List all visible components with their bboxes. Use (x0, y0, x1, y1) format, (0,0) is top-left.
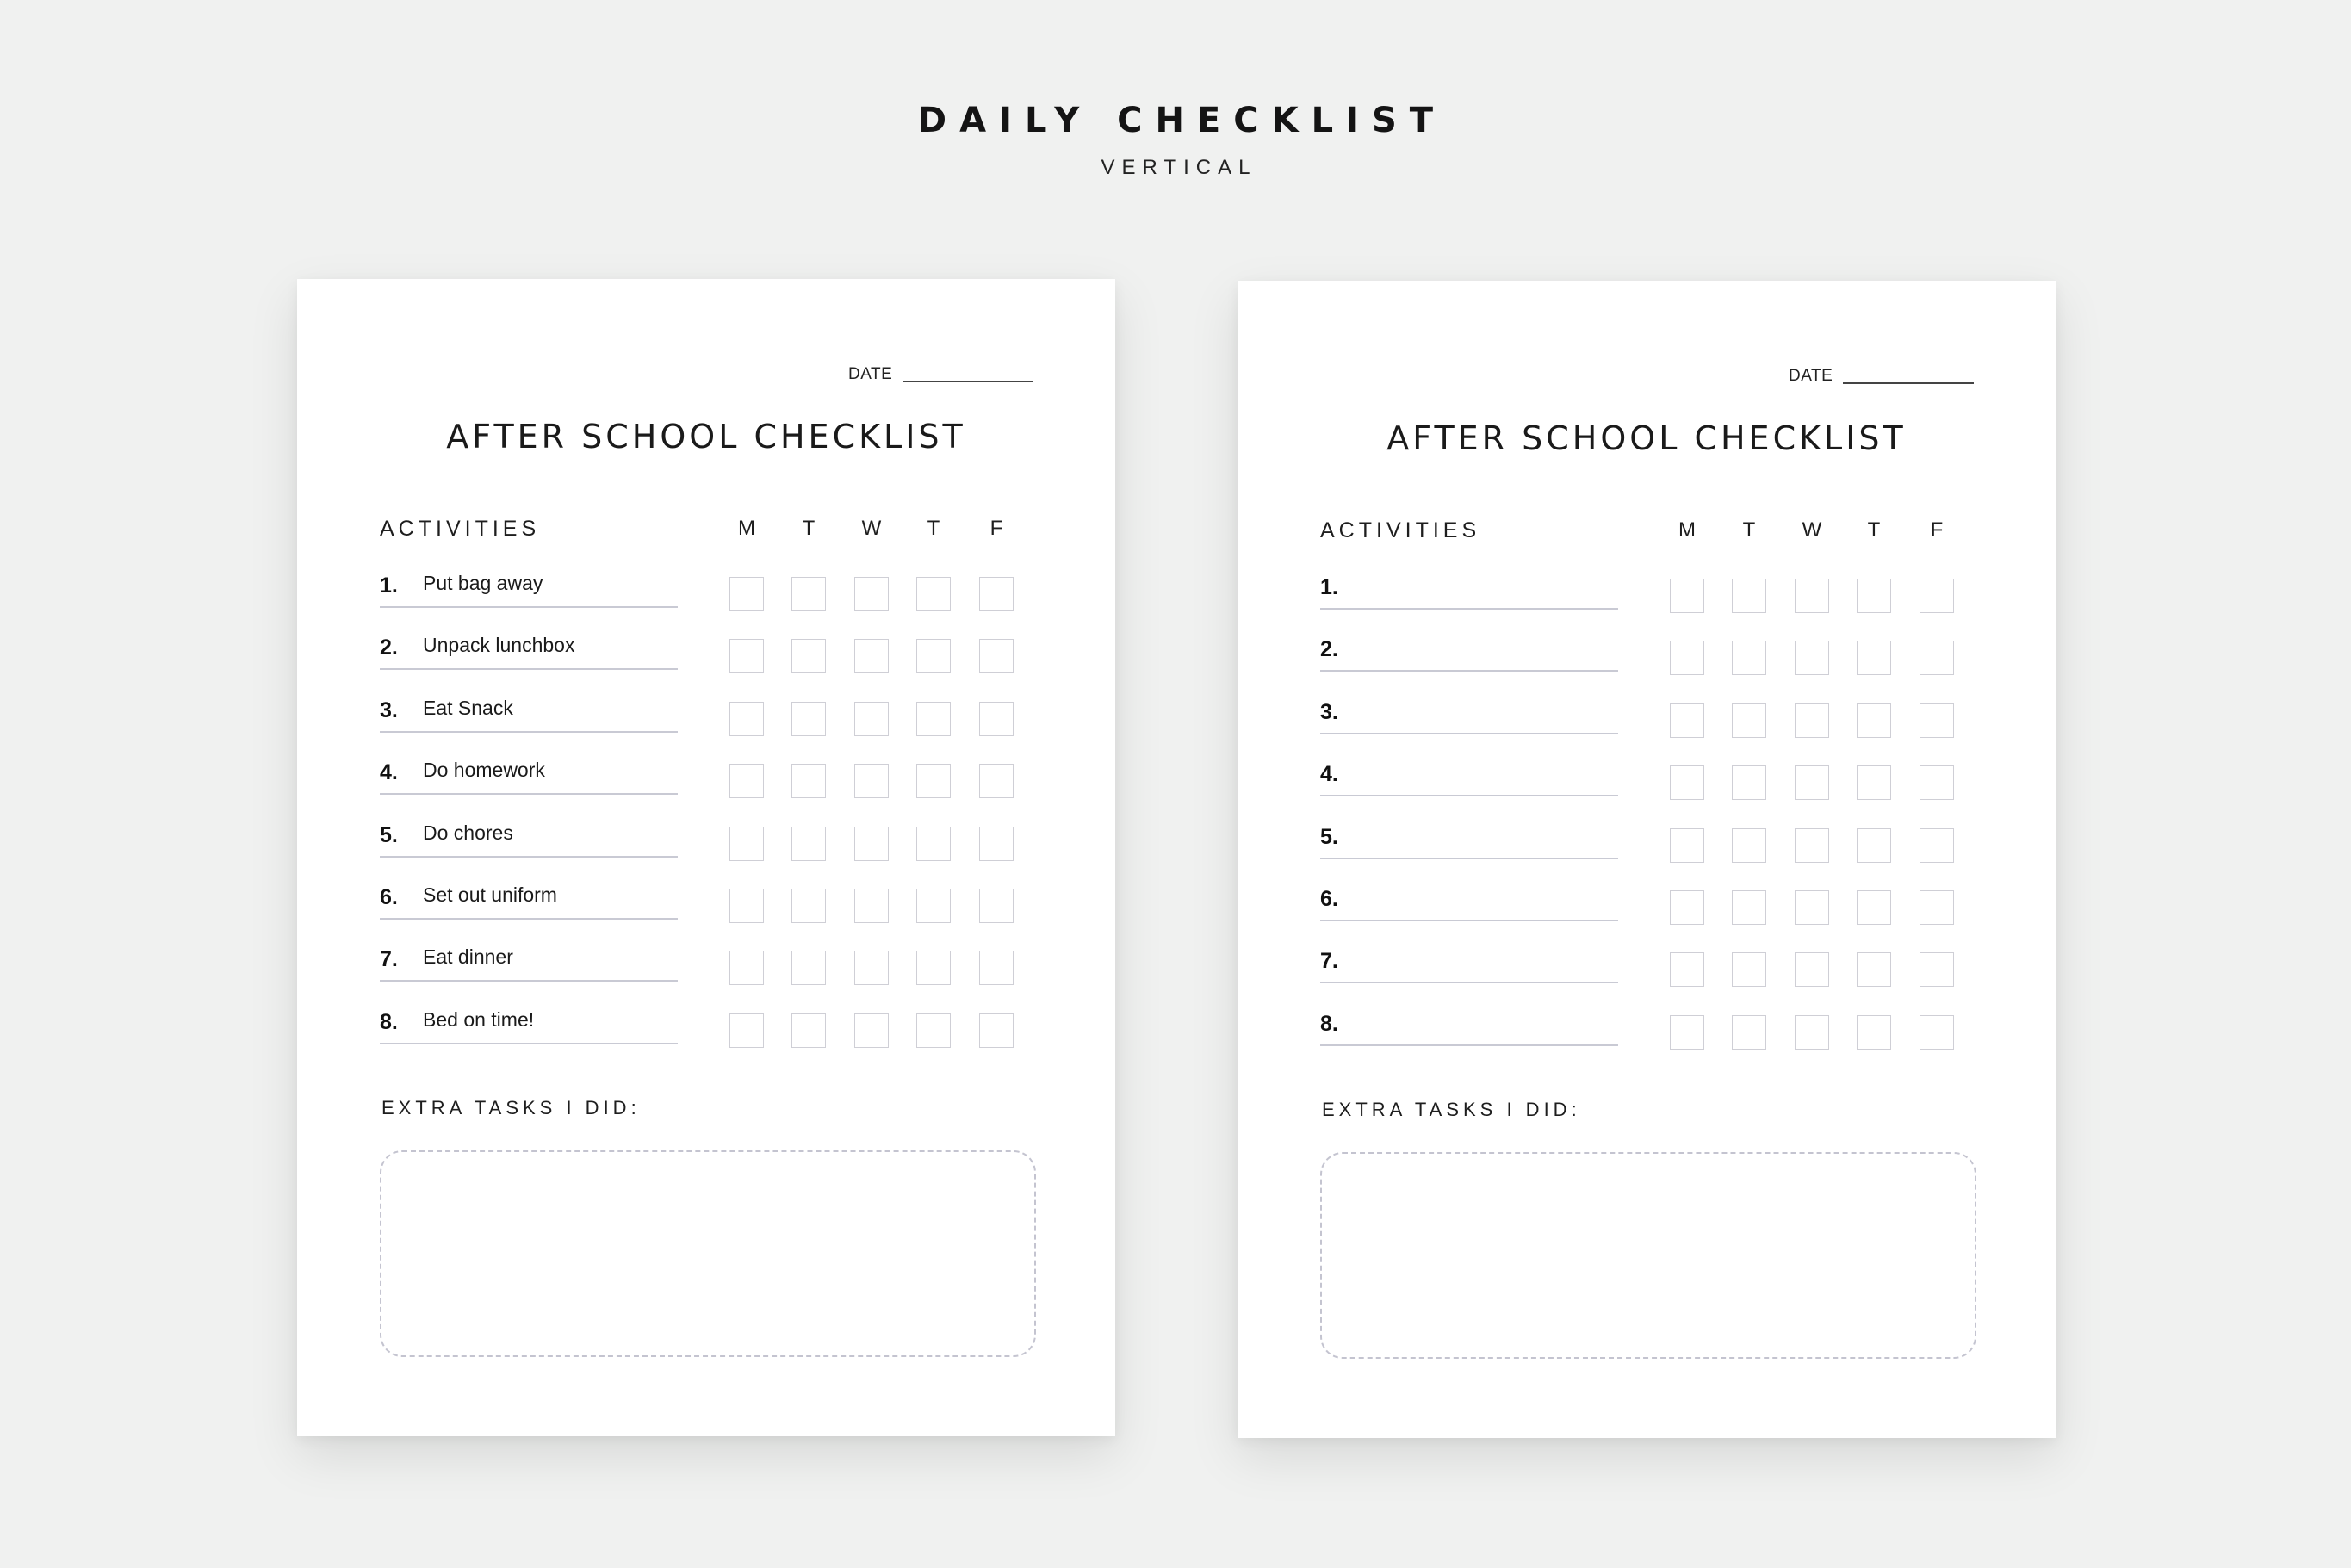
day-header: F (1930, 518, 1944, 542)
activity-number: 3. (380, 697, 398, 722)
date-label: DATE (1789, 367, 1833, 385)
day-checkbox[interactable] (854, 889, 889, 923)
day-checkbox[interactable] (916, 827, 951, 861)
activity-text[interactable]: Put bag away (423, 572, 543, 594)
day-checkbox[interactable] (1670, 828, 1704, 863)
date-label: DATE (848, 365, 893, 383)
day-checkbox[interactable] (1670, 952, 1704, 987)
activity-number: 4. (1320, 762, 1338, 787)
day-checkbox[interactable] (791, 702, 826, 736)
day-checkbox[interactable] (979, 577, 1014, 611)
day-checkbox[interactable] (979, 827, 1014, 861)
activity-line (380, 980, 678, 982)
header-title: DAILY CHECKLIST (917, 101, 1447, 140)
activity-number: 6. (1320, 887, 1338, 911)
day-checkbox[interactable] (854, 764, 889, 798)
activity-row (1320, 939, 1618, 1001)
extra-tasks-label: EXTRA TASKS I DID: (381, 1097, 641, 1119)
day-checkbox[interactable] (1795, 703, 1829, 738)
day-header: T (802, 517, 816, 540)
activity-row (1320, 690, 1618, 752)
day-header: W (861, 517, 882, 540)
checklist-title: AFTER SCHOOL CHECKLIST (446, 418, 966, 456)
activity-line (380, 731, 678, 733)
day-header: F (989, 517, 1003, 540)
date-field[interactable] (1789, 360, 1976, 386)
date-line (903, 381, 1033, 382)
day-checkbox[interactable] (1732, 641, 1766, 675)
header (0, 95, 2351, 181)
activity-row (1320, 877, 1618, 939)
day-checkbox[interactable] (916, 764, 951, 798)
day-checkbox[interactable] (1732, 890, 1766, 925)
day-checkbox[interactable] (729, 764, 764, 798)
day-checkbox[interactable] (1857, 765, 1891, 800)
date-line (1843, 382, 1974, 384)
day-checkbox[interactable] (1795, 828, 1829, 863)
activity-row (380, 563, 678, 625)
day-checkbox[interactable] (729, 951, 764, 985)
activity-row (1320, 752, 1618, 814)
day-checkbox[interactable] (979, 702, 1014, 736)
activities-header: ACTIVITIES (380, 517, 541, 541)
day-checkbox[interactable] (979, 764, 1014, 798)
activity-text[interactable]: Eat dinner (423, 945, 513, 969)
activity-number: 2. (1320, 637, 1338, 662)
day-checkbox[interactable] (791, 889, 826, 923)
day-checkbox[interactable] (1795, 890, 1829, 925)
activity-text[interactable]: Do homework (423, 759, 545, 782)
day-checkbox[interactable] (791, 827, 826, 861)
day-checkbox[interactable] (1732, 952, 1766, 987)
day-checkbox[interactable] (1920, 765, 1954, 800)
day-checkbox[interactable] (854, 951, 889, 985)
activity-row (380, 625, 678, 687)
activity-line (1320, 982, 1618, 983)
day-checkbox[interactable] (791, 951, 826, 985)
day-checkbox[interactable] (1920, 890, 1954, 925)
activity-line (1320, 920, 1618, 921)
activity-number: 5. (1320, 824, 1338, 849)
day-checkbox[interactable] (1857, 890, 1891, 925)
checklist-title: AFTER SCHOOL CHECKLIST (1386, 419, 1907, 457)
day-header: W (1802, 518, 1822, 542)
activity-number: 8. (1320, 1011, 1338, 1036)
activity-line (1320, 670, 1618, 672)
day-checkbox[interactable] (791, 577, 826, 611)
day-checkbox[interactable] (1920, 579, 1954, 613)
day-checkbox[interactable] (916, 889, 951, 923)
activity-number: 1. (1320, 575, 1338, 599)
day-checkbox[interactable] (729, 702, 764, 736)
day-checkbox[interactable] (979, 951, 1014, 985)
activity-row (380, 1000, 678, 1062)
day-checkbox[interactable] (916, 1013, 951, 1048)
activity-row (1320, 627, 1618, 689)
activity-row (380, 813, 678, 875)
day-checkbox[interactable] (916, 702, 951, 736)
day-header: M (1678, 518, 1696, 542)
day-checkbox[interactable] (729, 577, 764, 611)
activity-number: 4. (380, 760, 398, 785)
activity-line (1320, 858, 1618, 859)
day-header: T (927, 517, 940, 540)
day-checkbox[interactable] (1732, 828, 1766, 863)
activity-line (1320, 795, 1618, 796)
day-checkbox[interactable] (1857, 703, 1891, 738)
day-checkbox[interactable] (1732, 579, 1766, 613)
activity-row (1320, 1001, 1618, 1063)
day-checkbox[interactable] (729, 889, 764, 923)
checklist-page-blank (1238, 281, 2056, 1438)
day-checkbox[interactable] (1670, 765, 1704, 800)
activity-number: 5. (380, 822, 398, 847)
activity-line (380, 606, 678, 608)
day-checkbox[interactable] (854, 1013, 889, 1048)
day-checkbox[interactable] (916, 951, 951, 985)
day-checkbox[interactable] (1857, 1015, 1891, 1050)
activity-row (1320, 815, 1618, 877)
activity-row (380, 875, 678, 937)
day-checkbox[interactable] (729, 827, 764, 861)
day-checkbox[interactable] (1670, 703, 1704, 738)
activity-number: 3. (1320, 699, 1338, 724)
activity-line (1320, 608, 1618, 610)
day-checkbox[interactable] (1795, 641, 1829, 675)
activity-text[interactable]: Do chores (423, 821, 513, 844)
day-checkbox[interactable] (1732, 765, 1766, 800)
day-header: T (1742, 518, 1756, 542)
day-checkbox[interactable] (1795, 1015, 1829, 1050)
activity-number: 7. (380, 947, 398, 972)
day-checkbox[interactable] (791, 764, 826, 798)
day-checkbox[interactable] (1857, 952, 1891, 987)
activity-row (380, 688, 678, 750)
day-checkbox[interactable] (791, 639, 826, 673)
activity-number: 2. (380, 635, 398, 660)
day-checkbox[interactable] (1670, 1015, 1704, 1050)
day-checkbox[interactable] (916, 577, 951, 611)
day-checkbox[interactable] (791, 1013, 826, 1048)
day-checkbox[interactable] (1670, 641, 1704, 675)
day-checkbox[interactable] (1857, 828, 1891, 863)
day-header: M (738, 517, 755, 540)
activity-number: 8. (380, 1009, 398, 1034)
day-checkbox[interactable] (1920, 952, 1954, 987)
extra-tasks-box[interactable] (380, 1150, 1036, 1357)
extra-tasks-box[interactable] (1320, 1152, 1976, 1359)
checklist-page-filled (297, 279, 1115, 1436)
day-checkbox[interactable] (979, 639, 1014, 673)
activity-line (1320, 1044, 1618, 1046)
activity-line (380, 856, 678, 858)
activity-line (380, 1043, 678, 1044)
activity-line (1320, 733, 1618, 734)
day-checkbox[interactable] (1732, 1015, 1766, 1050)
day-checkbox[interactable] (854, 577, 889, 611)
day-checkbox[interactable] (854, 827, 889, 861)
activity-line (380, 668, 678, 670)
activity-number: 1. (380, 573, 398, 598)
activity-number: 7. (1320, 949, 1338, 974)
activity-number: 6. (380, 885, 398, 909)
day-header: T (1867, 518, 1881, 542)
activity-line (380, 793, 678, 795)
activity-row (1320, 565, 1618, 627)
activities-header: ACTIVITIES (1320, 518, 1481, 542)
day-checkbox[interactable] (1795, 765, 1829, 800)
activity-line (380, 918, 678, 920)
day-checkbox[interactable] (854, 639, 889, 673)
day-checkbox[interactable] (1857, 579, 1891, 613)
day-checkbox[interactable] (979, 1013, 1014, 1048)
day-checkbox[interactable] (1795, 952, 1829, 987)
day-checkbox[interactable] (1857, 641, 1891, 675)
day-checkbox[interactable] (916, 639, 951, 673)
day-checkbox[interactable] (979, 889, 1014, 923)
activity-row (380, 750, 678, 812)
activity-text[interactable]: Unpack lunchbox (423, 634, 575, 657)
activity-text[interactable]: Bed on time! (423, 1007, 535, 1031)
day-checkbox[interactable] (1670, 579, 1704, 613)
day-checkbox[interactable] (1920, 641, 1954, 675)
header-subtitle: VERTICAL (1101, 156, 1257, 179)
day-checkbox[interactable] (854, 702, 889, 736)
activity-text[interactable]: Eat Snack (423, 696, 513, 719)
day-checkbox[interactable] (1920, 703, 1954, 738)
activity-row (380, 937, 678, 999)
day-checkbox[interactable] (1732, 703, 1766, 738)
extra-tasks-label: EXTRA TASKS I DID: (1322, 1099, 1581, 1120)
day-checkbox[interactable] (1920, 828, 1954, 863)
day-checkbox[interactable] (1795, 579, 1829, 613)
day-checkbox[interactable] (729, 1013, 764, 1048)
date-field[interactable] (848, 358, 1036, 384)
day-checkbox[interactable] (1670, 890, 1704, 925)
day-checkbox[interactable] (729, 639, 764, 673)
activity-text[interactable]: Set out uniform (423, 883, 557, 906)
day-checkbox[interactable] (1920, 1015, 1954, 1050)
